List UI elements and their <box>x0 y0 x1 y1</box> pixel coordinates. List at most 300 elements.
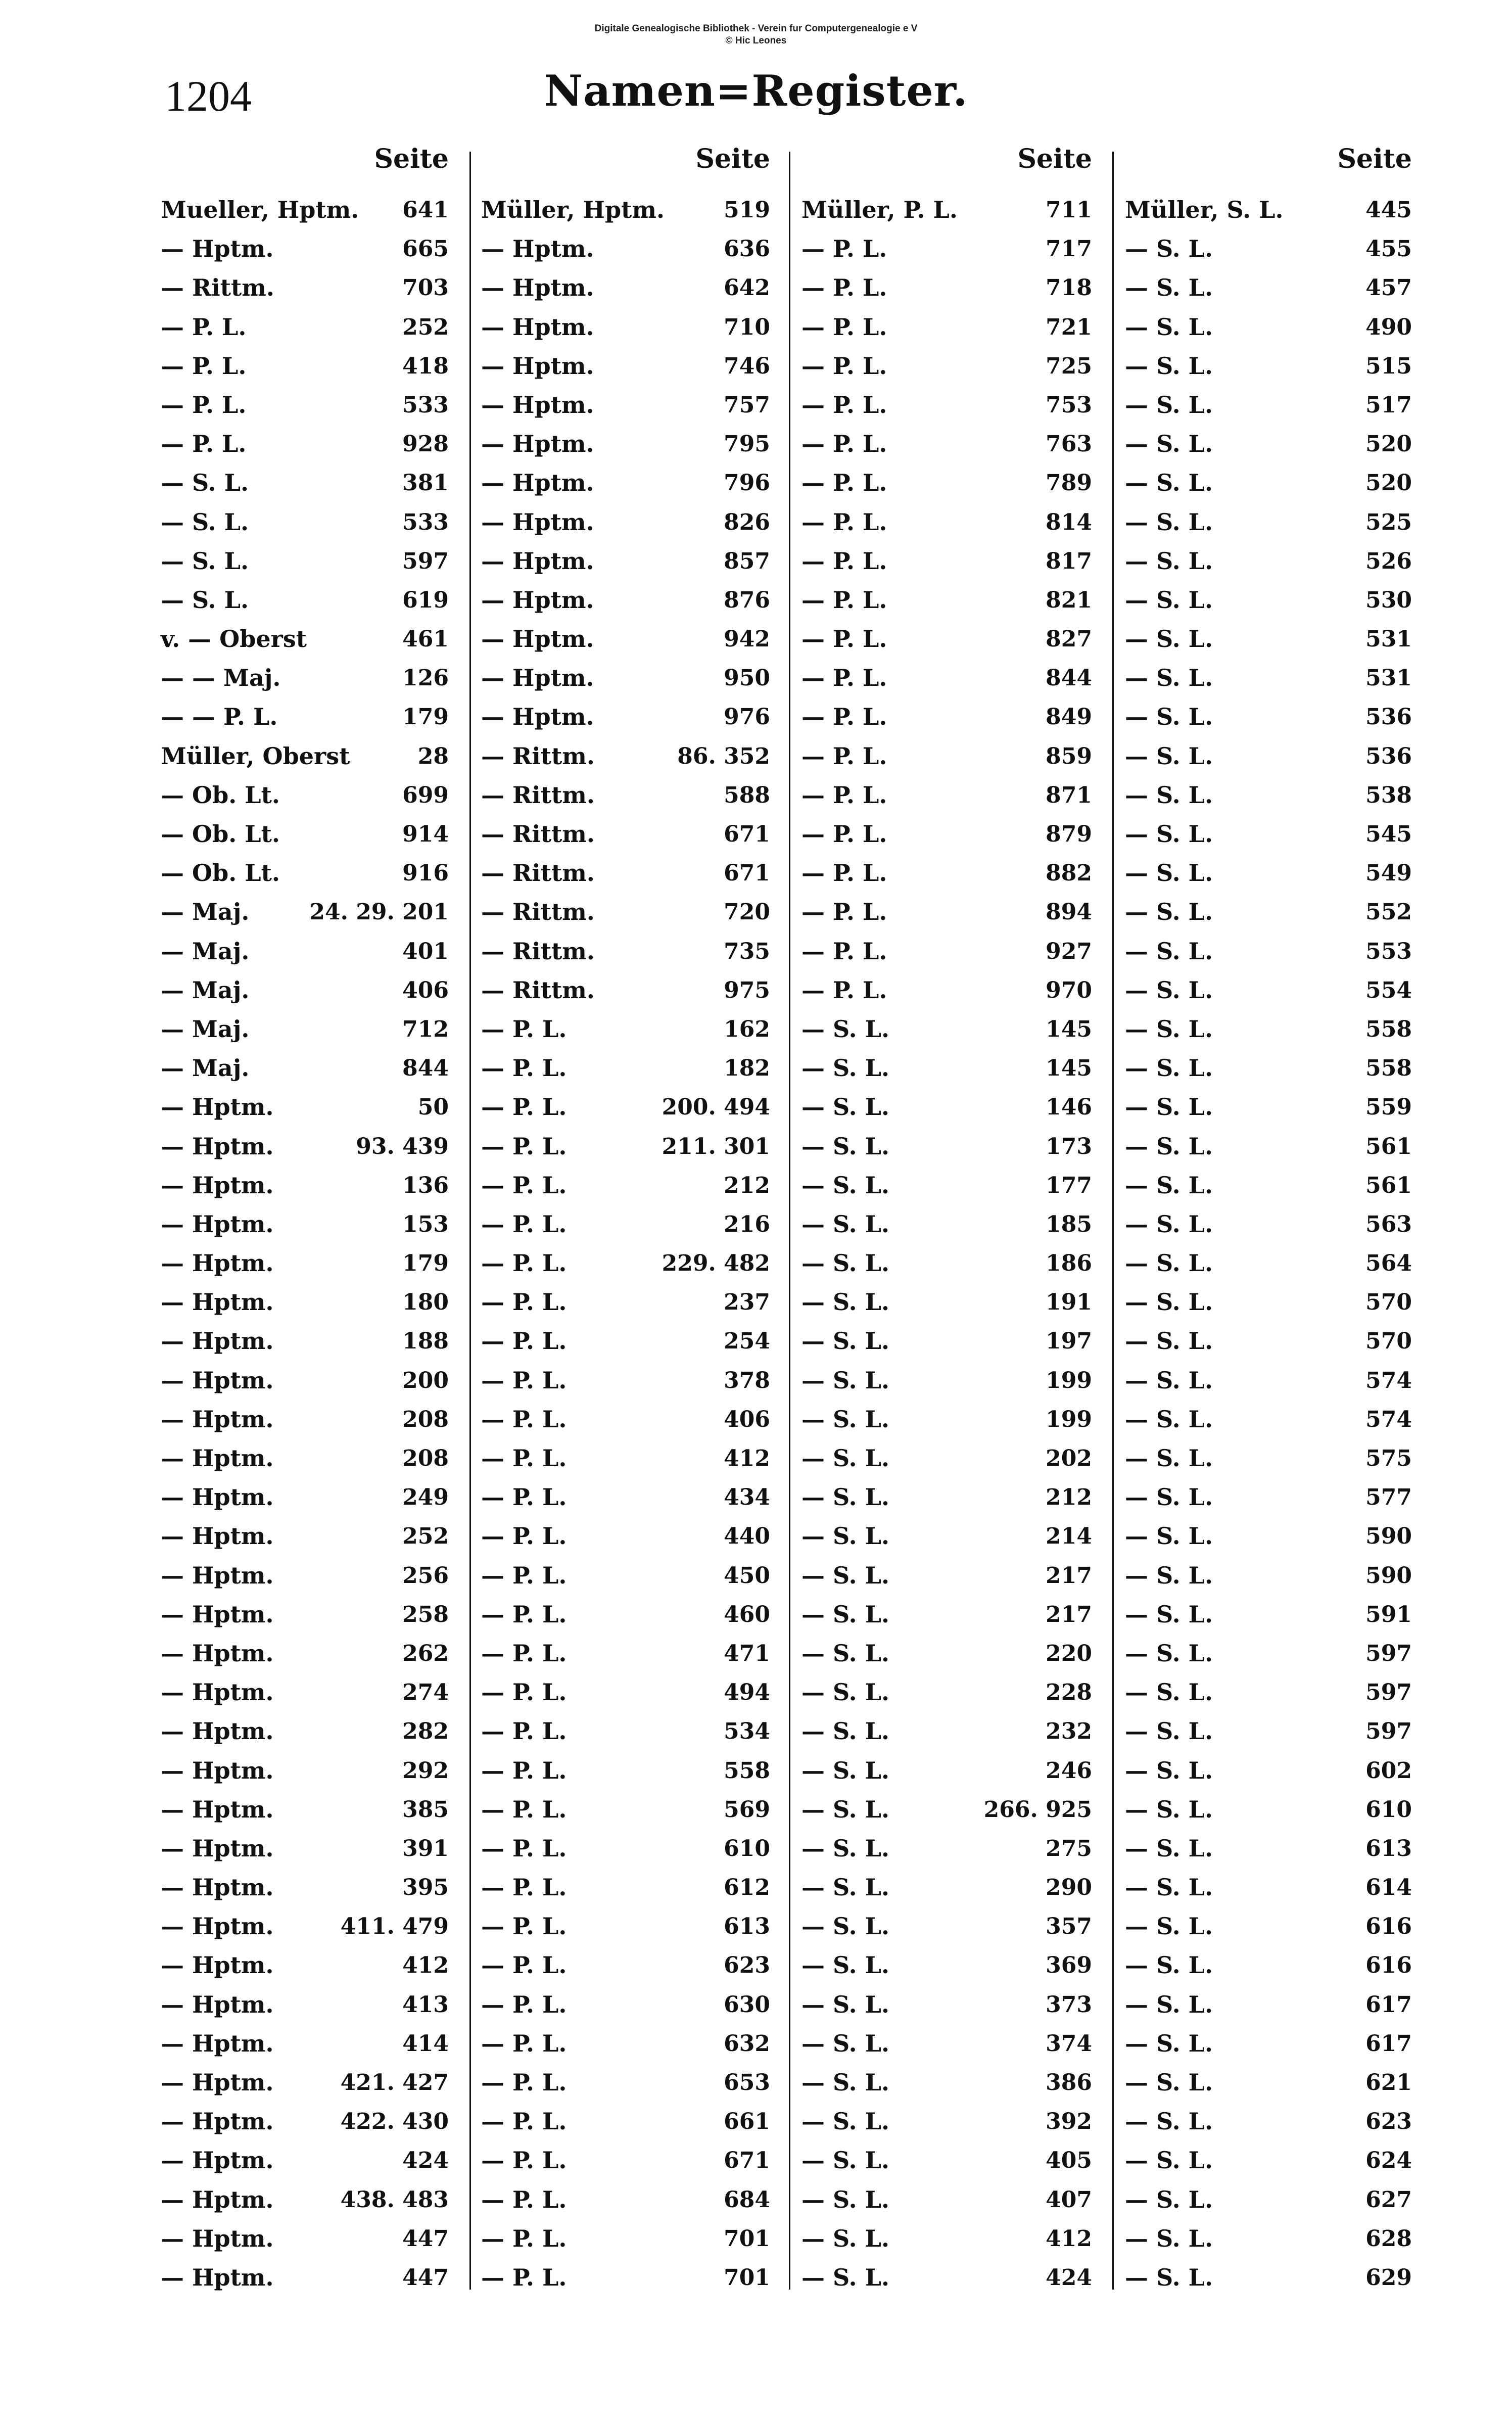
entry-pages: 630 <box>724 1991 770 2018</box>
entry-pages: 208 <box>402 1446 449 1471</box>
entry-pages: 976 <box>724 704 770 730</box>
index-entry <box>801 891 1092 930</box>
entry-name: — Maj. <box>161 1054 250 1082</box>
entry-pages: 642 <box>724 275 770 301</box>
entry-list <box>481 189 770 2296</box>
entry-pages: 613 <box>1365 1835 1412 1861</box>
entry-pages: 558 <box>1365 1016 1412 1042</box>
entry-name: — Hptm. <box>481 469 594 497</box>
entry-pages: 153 <box>402 1211 449 1237</box>
entry-name: — S. L. <box>1125 1913 1213 1940</box>
entry-name: — S. L. <box>1125 508 1213 536</box>
entry-name: — P. L. <box>801 859 887 887</box>
entry-pages: 357 <box>1046 1914 1092 1940</box>
entry-name: — P. L. <box>481 1717 567 1745</box>
entry-pages: 450 <box>724 1562 770 1589</box>
entry-pages: 232 <box>1046 1718 1092 1745</box>
index-entry <box>801 969 1092 1008</box>
entry-name: — Hptm. <box>481 547 594 575</box>
entry-name: — P. L. <box>801 547 887 575</box>
entry-pages: 623 <box>1365 2109 1412 2135</box>
index-entry <box>1125 1476 1412 1515</box>
entry-pages: 179 <box>402 1250 449 1277</box>
entry-name: — Hptm. <box>481 391 594 418</box>
entry-name: — S. L. <box>801 2185 889 2213</box>
entry-pages: 407 <box>1046 2186 1092 2213</box>
entry-name: — P. L. <box>801 235 887 263</box>
entry-pages: 827 <box>1046 626 1092 653</box>
index-entry <box>481 2257 770 2296</box>
entry-name: — S. L. <box>801 1249 889 1277</box>
entry-pages: 552 <box>1365 899 1412 925</box>
entry-name: — S. L. <box>801 1679 889 1706</box>
entry-name: — P. L. <box>801 391 887 418</box>
index-entry <box>1125 1399 1412 1437</box>
entry-pages: 461 <box>402 626 449 653</box>
entry-name: — P. L. <box>481 1639 567 1667</box>
entry-name: — P. L. <box>481 1561 567 1589</box>
entry-pages: 549 <box>1365 860 1412 887</box>
index-entry <box>801 1437 1092 1476</box>
index-entry <box>801 813 1092 852</box>
entry-name: — P. L. <box>801 430 887 458</box>
entry-pages: 369 <box>1046 1952 1092 1979</box>
entry-pages: 671 <box>724 2148 770 2174</box>
entry-name: — S. L. <box>801 1600 889 1628</box>
entry-pages: 217 <box>1046 1562 1092 1589</box>
entry-pages: 228 <box>1046 1680 1092 1706</box>
index-entry <box>801 1905 1092 1944</box>
entry-pages: 617 <box>1365 2030 1412 2057</box>
entry-pages: 385 <box>402 1796 449 1823</box>
index-entry <box>481 579 770 618</box>
entry-name: — P. L. <box>161 352 247 380</box>
index-entry <box>1125 1008 1412 1047</box>
entry-name: — S. L. <box>1125 1756 1213 1784</box>
index-entry <box>481 1789 770 1828</box>
entry-pages: 849 <box>1046 704 1092 730</box>
entry-name: — Hptm. <box>481 235 594 263</box>
entry-pages: 447 <box>402 2264 449 2291</box>
entry-name: — Hptm. <box>161 1600 274 1628</box>
entry-name: — P. L. <box>481 1132 567 1160</box>
entry-name: — Hptm. <box>161 1874 274 1901</box>
page-title: Namen=Register. <box>544 66 968 116</box>
entry-pages: 711 <box>1046 197 1092 223</box>
entry-name: — S. L. <box>801 1874 889 1901</box>
index-entry <box>161 1047 449 1086</box>
entry-pages: 530 <box>1365 587 1412 613</box>
entry-name: — P. L. <box>481 1600 567 1628</box>
index-entry <box>161 1320 449 1359</box>
entry-name: — S. L. <box>801 1093 889 1121</box>
index-entry <box>801 423 1092 462</box>
entry-name: — Maj. <box>161 898 250 926</box>
entry-name: — S. L. <box>161 469 249 497</box>
entry-name: — S. L. <box>1125 1951 1213 1979</box>
index-entry <box>801 1281 1092 1320</box>
index-entry <box>801 345 1092 384</box>
entry-pages: 412 <box>1046 2225 1092 2252</box>
index-entry <box>1125 1984 1412 2023</box>
entry-name: — Ob. Lt. <box>161 859 280 887</box>
index-column-4 <box>1125 144 1412 2292</box>
index-entry <box>161 267 449 306</box>
entry-name: — Hptm. <box>481 352 594 380</box>
entry-name: — S. L. <box>1125 1171 1213 1199</box>
index-entry <box>481 930 770 969</box>
index-entry <box>481 1633 770 1671</box>
entry-pages: 950 <box>724 665 770 691</box>
index-entry <box>801 1710 1092 1749</box>
index-entry <box>481 2179 770 2218</box>
index-entry <box>801 1594 1092 1633</box>
index-entry <box>1125 462 1412 501</box>
seite-header: Seite <box>1337 144 1412 174</box>
index-entry <box>1125 774 1412 813</box>
index-entry <box>481 891 770 930</box>
entry-pages: 894 <box>1046 899 1092 925</box>
entry-pages: 520 <box>1365 470 1412 496</box>
entry-pages: 515 <box>1365 353 1412 379</box>
entry-name: — Hptm. <box>161 1093 274 1121</box>
entry-pages: 252 <box>402 1523 449 1550</box>
index-entry <box>801 696 1092 735</box>
entry-pages: 591 <box>1365 1601 1412 1627</box>
entry-pages: 177 <box>1046 1172 1092 1198</box>
entry-name: — S. L. <box>1125 352 1213 380</box>
entry-name: — P. L. <box>801 742 887 770</box>
entry-name: — S. L. <box>801 1445 889 1472</box>
entry-pages: 212 <box>724 1172 770 1198</box>
index-entry <box>801 1515 1092 1554</box>
entry-pages: 275 <box>1046 1835 1092 1861</box>
entry-pages: 612 <box>724 1875 770 1901</box>
index-column-3 <box>801 144 1092 2292</box>
entry-pages: 445 <box>1365 197 1412 223</box>
entry-pages: 871 <box>1046 782 1092 808</box>
index-entry <box>1125 1281 1412 1320</box>
index-entry <box>801 1165 1092 1203</box>
entry-name: — S. L. <box>801 2263 889 2291</box>
entry-pages: 597 <box>1365 1640 1412 1666</box>
entry-name: — Hptm. <box>161 1445 274 1472</box>
index-entry <box>161 813 449 852</box>
entry-name: — P. L. <box>801 352 887 380</box>
entry-pages: 636 <box>724 236 770 262</box>
entry-name: — Maj. <box>161 937 250 965</box>
entry-pages: 753 <box>1046 392 1092 418</box>
index-entry <box>161 1710 449 1749</box>
entry-name: — P. L. <box>481 2224 567 2252</box>
index-entry <box>801 2218 1092 2257</box>
entry-pages: 418 <box>402 353 449 379</box>
index-entry <box>801 618 1092 657</box>
entry-pages: 471 <box>724 1640 770 1666</box>
index-entry <box>801 1633 1092 1671</box>
entry-name: — S. L. <box>801 1405 889 1433</box>
index-entry <box>1125 1750 1412 1789</box>
index-entry <box>801 1320 1092 1359</box>
entry-pages: 821 <box>1046 587 1092 613</box>
entry-name: — Hptm. <box>481 313 594 341</box>
index-entry <box>481 1867 770 1905</box>
index-entry <box>161 1905 449 1944</box>
entry-name: — S. L. <box>801 1327 889 1355</box>
entry-pages: 266. 925 <box>983 1796 1092 1823</box>
index-entry <box>1125 813 1412 852</box>
entry-pages: 191 <box>1046 1289 1092 1316</box>
entry-pages: 671 <box>724 821 770 847</box>
index-entry <box>161 1203 449 1242</box>
index-entry <box>801 1984 1092 2023</box>
entry-pages: 274 <box>402 1680 449 1706</box>
entry-pages: 641 <box>402 197 449 223</box>
entry-pages: 211. 301 <box>662 1133 770 1159</box>
index-entry <box>1125 1789 1412 1828</box>
entry-pages: 629 <box>1365 2264 1412 2291</box>
page-number: 1204 <box>165 72 252 120</box>
index-entry <box>161 501 449 540</box>
entry-pages: 216 <box>724 1211 770 1237</box>
entry-name: — Hptm. <box>161 1327 274 1355</box>
index-entry <box>481 1476 770 1515</box>
index-entry <box>161 1242 449 1281</box>
entry-name: — P. L. <box>481 1951 567 1979</box>
entry-pages: 590 <box>1365 1523 1412 1550</box>
entry-pages: 574 <box>1365 1367 1412 1393</box>
index-entry <box>801 267 1092 306</box>
index-entry <box>801 2257 1092 2296</box>
index-entry <box>1125 618 1412 657</box>
entry-name: — Hptm. <box>161 1366 274 1394</box>
entry-name: — S. L. <box>801 2224 889 2252</box>
entry-pages: 710 <box>724 314 770 340</box>
entry-pages: 684 <box>724 2186 770 2213</box>
entry-pages: 712 <box>402 1016 449 1042</box>
entry-name: — P. L. <box>481 1795 567 1823</box>
entry-pages: 558 <box>1365 1055 1412 1082</box>
index-entry <box>481 618 770 657</box>
entry-name: — S. L. <box>1125 859 1213 887</box>
entry-name: — S. L. <box>1125 1990 1213 2018</box>
entry-pages: 720 <box>724 899 770 925</box>
index-entry <box>161 423 449 462</box>
entry-name: — S. L. <box>1125 235 1213 263</box>
index-entry <box>1125 2257 1412 2296</box>
index-entry <box>1125 1047 1412 1086</box>
entry-pages: 373 <box>1046 1991 1092 2018</box>
index-entry <box>1125 1867 1412 1905</box>
index-entry <box>1125 2062 1412 2101</box>
index-entry <box>161 1633 449 1671</box>
entry-pages: 597 <box>1365 1718 1412 1745</box>
entry-pages: 145 <box>1046 1016 1092 1042</box>
entry-name: — Hptm. <box>161 1210 274 1238</box>
entry-pages: 460 <box>724 1601 770 1627</box>
entry-pages: 249 <box>402 1484 449 1511</box>
entry-pages: 703 <box>402 275 449 301</box>
entry-pages: 653 <box>724 2070 770 2095</box>
index-entry <box>1125 1360 1412 1399</box>
entry-pages: 617 <box>1365 1991 1412 2018</box>
watermark-line-1: Digitale Genealogische Bibliothek - Verein fur Computergenealogie e V <box>594 23 918 34</box>
index-entry <box>481 306 770 345</box>
entry-pages: 533 <box>402 509 449 535</box>
entry-name: — P. L. <box>161 391 247 418</box>
index-entry <box>161 1126 449 1165</box>
index-entry <box>801 930 1092 969</box>
index-entry <box>481 813 770 852</box>
entry-name: — Hptm. <box>161 1990 274 2018</box>
index-entry <box>481 696 770 735</box>
entry-name: — S. L. <box>801 1288 889 1316</box>
entry-pages: 256 <box>402 1562 449 1589</box>
entry-name: — P. L. <box>481 1445 567 1472</box>
entry-name: — S. L. <box>801 1913 889 1940</box>
entry-name: — P. L. <box>801 820 887 848</box>
index-entry <box>161 618 449 657</box>
entry-pages: 202 <box>1046 1446 1092 1471</box>
entry-name: — S. L. <box>801 2029 889 2057</box>
entry-pages: 254 <box>724 1328 770 1355</box>
entry-pages: 561 <box>1365 1172 1412 1198</box>
index-entry <box>481 1281 770 1320</box>
index-entry <box>1125 345 1412 384</box>
entry-name: — S. L. <box>801 1639 889 1667</box>
index-entry <box>481 1555 770 1594</box>
index-entry <box>481 267 770 306</box>
index-entry <box>161 1165 449 1203</box>
entry-pages: 975 <box>724 977 770 1003</box>
entry-name: — S. L. <box>801 2108 889 2135</box>
entry-name: — Hptm. <box>481 703 594 731</box>
entry-pages: 621 <box>1365 2070 1412 2095</box>
entry-name: — S. L. <box>161 547 249 575</box>
entry-pages: 531 <box>1365 626 1412 653</box>
entry-name: — Hptm. <box>161 1795 274 1823</box>
index-column-2 <box>481 144 770 2292</box>
entry-pages: 757 <box>724 392 770 418</box>
entry-pages: 610 <box>724 1835 770 1861</box>
index-entry <box>481 462 770 501</box>
entry-name: — P. L. <box>481 1483 567 1511</box>
index-entry <box>801 1086 1092 1125</box>
entry-pages: 927 <box>1046 938 1092 964</box>
entry-pages: 199 <box>1046 1406 1092 1432</box>
index-entry <box>481 1399 770 1437</box>
index-entry <box>1125 1944 1412 1983</box>
entry-pages: 916 <box>402 860 449 887</box>
entry-pages: 405 <box>1046 2148 1092 2174</box>
entry-name: — Hptm. <box>161 1483 274 1511</box>
entry-pages: 262 <box>402 1640 449 1666</box>
index-entry <box>481 1360 770 1399</box>
index-entry <box>801 1789 1092 1828</box>
entry-pages: 575 <box>1365 1446 1412 1471</box>
index-entry <box>801 501 1092 540</box>
entry-pages: 292 <box>402 1757 449 1784</box>
entry-pages: 520 <box>1365 431 1412 457</box>
index-column-1 <box>161 144 449 2292</box>
index-entry <box>1125 306 1412 345</box>
index-entry <box>481 1320 770 1359</box>
index-entry <box>1125 1203 1412 1242</box>
index-entry <box>481 2023 770 2062</box>
entry-pages: 381 <box>402 470 449 496</box>
entry-pages: 536 <box>1365 704 1412 730</box>
index-entry <box>1125 1126 1412 1165</box>
index-entry <box>1125 1515 1412 1554</box>
entry-pages: 438. 483 <box>340 2186 449 2213</box>
entry-name: — P. L. <box>481 1874 567 1901</box>
entry-name: — Hptm. <box>481 625 594 653</box>
index-entry <box>161 891 449 930</box>
index-entry <box>801 1671 1092 1710</box>
entry-name: — S. L. <box>1125 1874 1213 1901</box>
entry-name: v. — Oberst <box>161 625 307 653</box>
entry-name: — S. L. <box>1125 1717 1213 1745</box>
index-entry <box>161 1086 449 1125</box>
entry-pages: 24. 29. 201 <box>309 899 449 925</box>
entry-name: — P. L. <box>801 274 887 302</box>
entry-name: Mueller, Hptm. <box>161 196 359 223</box>
entry-name: — Hptm. <box>161 1679 274 1706</box>
entry-pages: 628 <box>1365 2225 1412 2252</box>
entry-name: — P. L. <box>481 2263 567 2291</box>
entry-pages: 185 <box>1046 1211 1092 1237</box>
entry-name: — Ob. Lt. <box>161 781 280 809</box>
index-entry <box>161 1399 449 1437</box>
index-entry <box>481 735 770 774</box>
entry-name: — Hptm. <box>161 2224 274 2252</box>
entry-name: — Ob. Lt. <box>161 820 280 848</box>
entry-name: — P. L. <box>481 1405 567 1433</box>
entry-pages: 561 <box>1365 1133 1412 1159</box>
entry-pages: 455 <box>1365 236 1412 262</box>
entry-pages: 735 <box>724 938 770 964</box>
entry-name: — Hptm. <box>161 1834 274 1862</box>
entry-pages: 746 <box>724 353 770 379</box>
index-entry <box>1125 1905 1412 1944</box>
index-entry <box>1125 1555 1412 1594</box>
entry-pages: 395 <box>402 1875 449 1901</box>
entry-pages: 570 <box>1365 1328 1412 1355</box>
index-entry <box>481 1047 770 1086</box>
index-entry <box>161 189 449 228</box>
entry-name: — S. L. <box>1125 274 1213 302</box>
index-entry <box>1125 1633 1412 1671</box>
entry-name: — Hptm. <box>161 2029 274 2057</box>
entry-pages: 422. 430 <box>340 2109 449 2135</box>
entry-name: — P. L. <box>801 586 887 614</box>
entry-name: — S. L. <box>1125 1327 1213 1355</box>
entry-name: — P. L. <box>801 703 887 731</box>
entry-pages: 545 <box>1365 821 1412 847</box>
entry-name: — Hptm. <box>161 235 274 263</box>
entry-pages: 632 <box>724 2030 770 2057</box>
index-entry <box>801 1944 1092 1983</box>
entry-name: — Rittm. <box>481 898 595 926</box>
index-entry <box>481 657 770 696</box>
entry-name: — P. L. <box>481 1756 567 1784</box>
entry-pages: 252 <box>402 314 449 340</box>
entry-pages: 188 <box>402 1328 449 1355</box>
entry-name: — Hptm. <box>161 1639 274 1667</box>
entry-pages: 844 <box>402 1055 449 1082</box>
index-entry <box>161 1515 449 1554</box>
entry-name: — Hptm. <box>161 1756 274 1784</box>
